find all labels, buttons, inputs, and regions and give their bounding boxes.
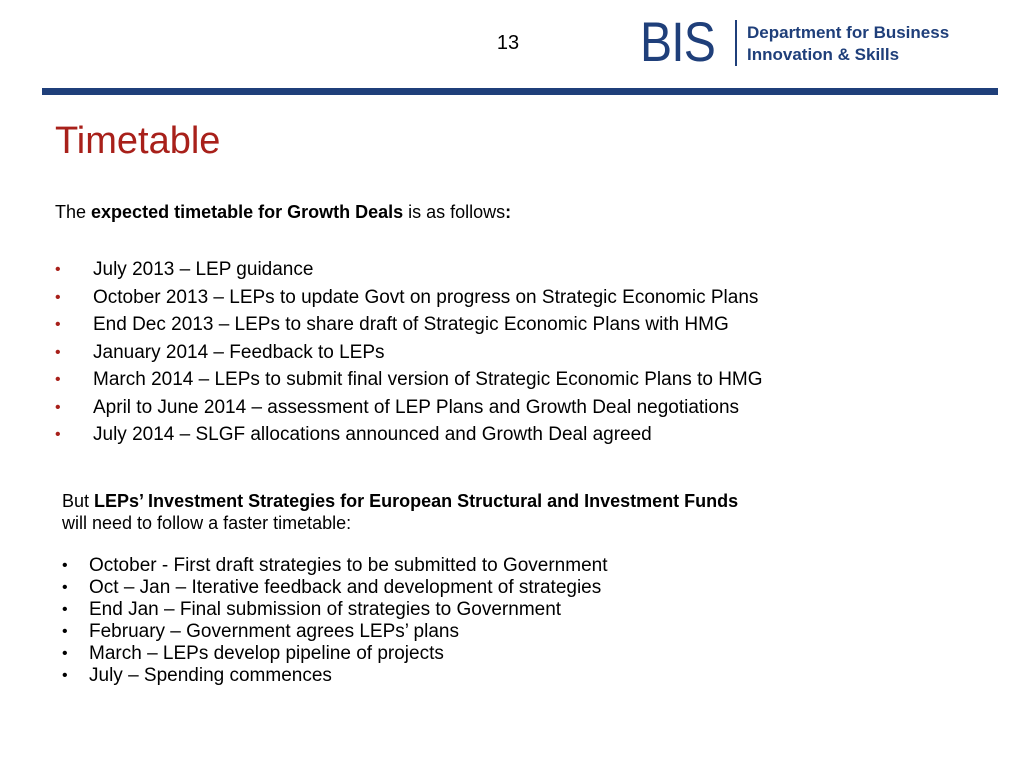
esif-timetable [62,555,608,687]
list-item-text: March – LEPs develop pipeline of projects [89,643,444,664]
esif-note-line2: will need to follow a faster timetable: [62,513,352,533]
list-item [55,421,763,449]
bullet-icon: • [55,398,61,416]
list-item [55,284,763,312]
logo-mark: BIS [640,10,716,73]
esif-note [62,490,738,534]
list-item [55,339,763,367]
bullet-icon: • [55,261,61,278]
list-item-text: March 2014 – LEPs to submit final version of Strategic Economic Plans to HMG [93,369,763,390]
logo-text-line1: Department for Business [747,23,950,42]
growth-deal-timetable [55,256,763,449]
intro-bold: expected timetable for Growth Deals [91,202,404,222]
esif-note-bold: LEPs’ Investment Strategies for European Structural and Investment Funds [94,491,739,511]
logo-divider [735,20,737,66]
list-item-text: April to June 2014 – assessment of LEP Plans and Growth Deal negotiations [93,396,740,418]
list-item-text: July 2013 – LEP guidance [93,259,314,280]
list-item [62,577,608,599]
list-item-text: End Dec 2013 – LEPs to share draft of Strategic Economic Plans with HMG [93,314,729,335]
list-item-text: End Jan – Final submission of strategies to Government [89,599,562,620]
list-item-text: October 2013 – LEPs to update Govt on progress on Strategic Economic Plans [93,286,759,308]
list-item [62,599,608,621]
list-item [55,311,763,339]
intro-prefix: The [55,202,92,222]
list-item-text: January 2014 – Feedback to LEPs [93,341,385,363]
list-item-text: February – Government agrees LEPs’ plans [89,621,459,642]
logo-text-line2: Innovation & Skills [747,45,900,64]
esif-note-prefix: But [62,491,95,511]
list-item [55,256,763,284]
bullet-icon: • [62,667,68,684]
list-item [62,621,608,643]
bullet-icon: • [62,601,68,618]
intro-colon: : [505,202,512,222]
list-item [62,643,608,665]
list-item-text: October - First draft strategies to be submitted to Government [89,555,608,576]
bullet-icon: • [55,343,61,361]
list-item-text: July 2014 – SLGF allocations announced and Growth Deal agreed [93,424,652,445]
list-item [55,394,763,422]
bullet-icon: • [55,371,61,388]
bullet-icon: • [55,288,61,306]
esif-note-line1 [62,490,738,512]
slide-number: 13 [496,32,520,54]
bullet-icon: • [55,316,61,333]
page-title: Timetable [55,120,221,162]
intro-suffix: is as follows [403,202,506,222]
bullet-icon: • [62,557,68,574]
list-item [62,555,608,577]
bullet-icon: • [62,579,68,596]
intro-text [55,202,511,223]
logo-text [747,22,949,66]
list-item-text: July – Spending commences [89,665,332,686]
list-item-text: Oct – Jan – Iterative feedback and development of strategies [89,577,602,598]
bullet-icon: • [62,645,68,662]
list-item [55,366,763,394]
bullet-icon: • [62,623,68,640]
bullet-icon: • [55,426,61,443]
list-item [62,665,608,687]
header-rule [42,88,998,95]
